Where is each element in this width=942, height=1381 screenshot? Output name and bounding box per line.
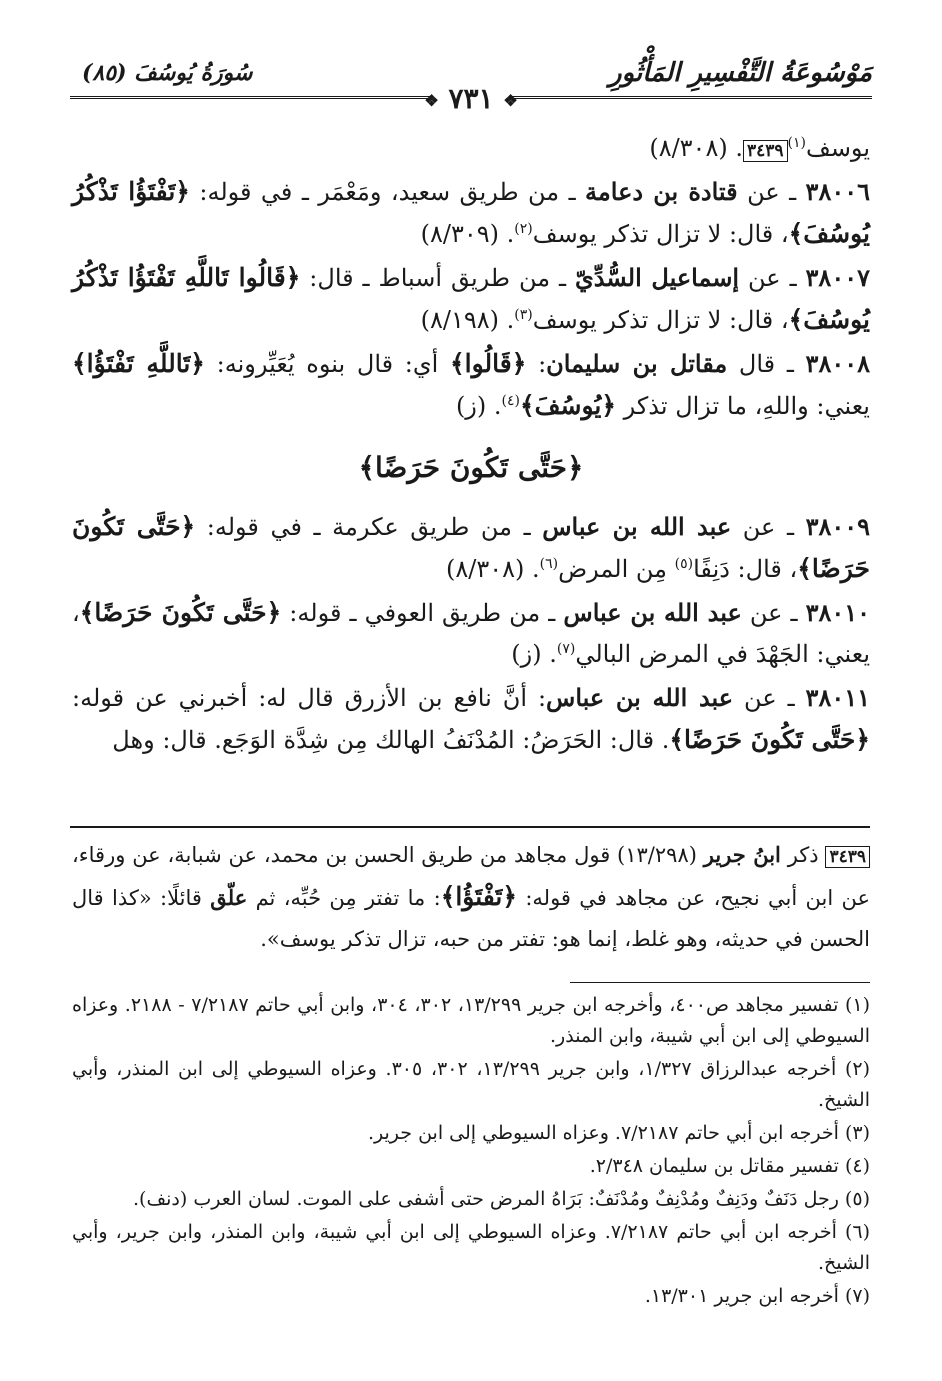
- series-title: مَوْسُوعَةُ التَّفْسِيرِ المَأْثُورِ: [609, 58, 872, 88]
- quran-quote: ﴿تَفْتَؤُا تَذْكُرُ يُوسُفَ﴾: [72, 177, 870, 248]
- quran-quote: ﴿حَتَّى تَكُونَ حَرَضًا﴾: [79, 598, 282, 627]
- footnote: (٣) أخرجه ابن أبي حاتم ٧/٢١٨٧. وعزاه السيوطي إلى ابن جرير.: [368, 1122, 870, 1144]
- footnote: (٧) أخرجه ابن جرير ١٣/٣٠١.: [644, 1285, 870, 1307]
- footnote: (٥) رجل دَنَفٌ ودَنِفٌ ومُدْنِفٌ ومُدْنَفٌ: بَرَاهُ المرض حتى أشفى على الموت. لسان العرب (دنف).: [133, 1188, 870, 1210]
- ornament-icon: ❖: [503, 91, 518, 110]
- quran-quote: ﴿تَفْتَؤُا﴾: [440, 882, 518, 911]
- commentary-divider: [70, 826, 870, 828]
- narrator-name: عبد الله بن عباس: [546, 683, 734, 712]
- quran-quote: ﴿حَتَّى تَكُونَ حَرَضًا﴾: [669, 725, 870, 754]
- commentary-ref-box: ٣٤٣٩: [743, 140, 788, 162]
- quran-quote: ﴿يُوسُفَ﴾: [519, 391, 616, 420]
- quran-quote: ﴿قَالُوا﴾: [450, 349, 527, 378]
- footnote: (٢) أخرجه عبدالرزاق ١/٣٢٧، وابن جرير ١٣/٢٩٩، ٣٠٢، ٣٠٥. وعزاه السيوطي إلى ابن المنذر، وأبي الشيخ.: [72, 1058, 871, 1111]
- page-number-row: [70, 82, 872, 115]
- narrator-name: مقاتل بن سليمان: [546, 349, 728, 378]
- footnote: (٤) تفسير مقاتل بن سليمان ٢/٣٤٨.: [589, 1155, 870, 1177]
- running-header: [70, 52, 872, 115]
- quran-quote: ﴿تَاللَّهِ تَفْتَؤُا﴾: [72, 349, 205, 378]
- narration-entry: ٣٨٠١١ ـ عن عبد الله بن عباس: أنَّ نافع بن الأزرق قال له: أخبرني عن قوله: ﴿حَتَّى تَكُونَ حَرَضًا﴾. قال: الحَرَضُ: المُدْنَفُ الهالك مِن شِدَّة الوَجَع. قال: وهل: [72, 683, 870, 754]
- main-text: [72, 128, 870, 761]
- footnote-divider: [570, 982, 870, 983]
- narration-entry: ٣٨٠٠٧ ـ عن إسماعيل السُّدِّيّ ـ من طريق أسباط ـ قال: ﴿قَالُوا تَاللَّهِ تَفْتَؤُا تَذْكُرُ يُوسُفَ﴾، قال: لا تزال تذكر يوسف$^{(٣)}$. (٨/١٩٨): [72, 263, 870, 334]
- section-heading: ﴿حَتَّى تَكُونَ حَرَضًا﴾: [358, 451, 584, 484]
- narrator-name: عبد الله بن عباس: [542, 512, 732, 541]
- footnote: (١) تفسير مجاهد ص٤٠٠، وأخرجه ابن جرير ١٣/٢٩٩، ٣٠٢، ٣٠٤، وابن أبي حاتم ٧/٢١٨٧ - ٢١٨٨. وعزاه السيوطي إلى ابن أبي شيبة، وابن المنذر.: [72, 994, 871, 1047]
- narration-entry: ٣٨٠٠٦ ـ عن قتادة بن دعامة ـ من طريق سعيد، ومَعْمَر ـ في قوله: ﴿تَفْتَؤُا تَذْكُرُ يُوسُفَ﴾، قال: لا تزال تذكر يوسف$^{(٢)}$. (٨/٣٠٩): [72, 177, 870, 248]
- page-number: ٧٣١: [448, 82, 494, 115]
- commentary-block: ٣٤٣٩ ذكر ابنُ جرير (١٣/٢٩٨) قول مجاهد من طريق الحسن بن محمد، عن شبابة، عن ورقاء، عن ابن أبي نجيح، عن مجاهد في قوله: ﴿تَفْتَؤُا﴾: ما تفتر مِن حُبِّه، ثم علّق قائلًا: «كذا قال الحسن في حديثه، وهو غلط، إنما هو: تفتر من حبه، تزال تذكر يوسف».: [72, 842, 870, 951]
- ornament-icon: ❖: [424, 91, 439, 110]
- narrator-name: عبد الله بن عباس: [563, 598, 742, 627]
- footnotes: [72, 990, 870, 1314]
- narrator-name: قتادة بن دعامة: [585, 177, 738, 206]
- narrator-name: إسماعيل السُّدِّيّ: [574, 263, 740, 292]
- commentary-number-box: ٣٤٣٩: [825, 846, 870, 868]
- narration-entry: ٣٨٠١٠ ـ عن عبد الله بن عباس ـ من طريق العوفي ـ قوله: ﴿حَتَّى تَكُونَ حَرَضًا﴾، يعني: الجَهْدَ في المرض البالي$^{(٧)}$. (ز): [72, 598, 871, 668]
- surah-label: سُورَةُ يُوسُفَ (٨٥): [82, 60, 253, 86]
- quran-quote: ﴿قَالُوا تَاللَّهِ تَفْتَؤُا تَذْكُرُ يُوسُفَ﴾: [72, 263, 870, 334]
- narration-entry: ٣٨٠٠٩ ـ عن عبد الله بن عباس ـ من طريق عكرمة ـ في قوله: ﴿حَتَّى تَكُونَ حَرَضًا﴾، قال: دَنِفًا$^{(٥)}$ مِن المرض$^{(٦)}$. (٨/٣٠٨): [72, 512, 871, 583]
- quran-quote: ﴿حَتَّى تَكُونَ حَرَضًا﴾: [72, 512, 870, 583]
- footnote: (٦) أخرجه ابن أبي حاتم ٧/٢١٨٧. وعزاه السيوطي إلى ابن أبي شيبة، وابن المنذر، وابن جرير، وأبي الشيخ.: [72, 1221, 870, 1274]
- continued-fragment: يوسف$^{(١)}$٣٤٣٩. (٨/٣٠٨): [649, 134, 870, 162]
- narration-entry: ٣٨٠٠٨ ـ قال مقاتل بن سليمان: ﴿قَالُوا﴾ أي: قال بنوه يُعَيِّرونه: ﴿تَاللَّهِ تَفْتَؤُا﴾ يعني: واللهِ، ما تزال تذكر ﴿يُوسُفَ﴾$^{(٤)}$. (ز): [72, 349, 870, 420]
